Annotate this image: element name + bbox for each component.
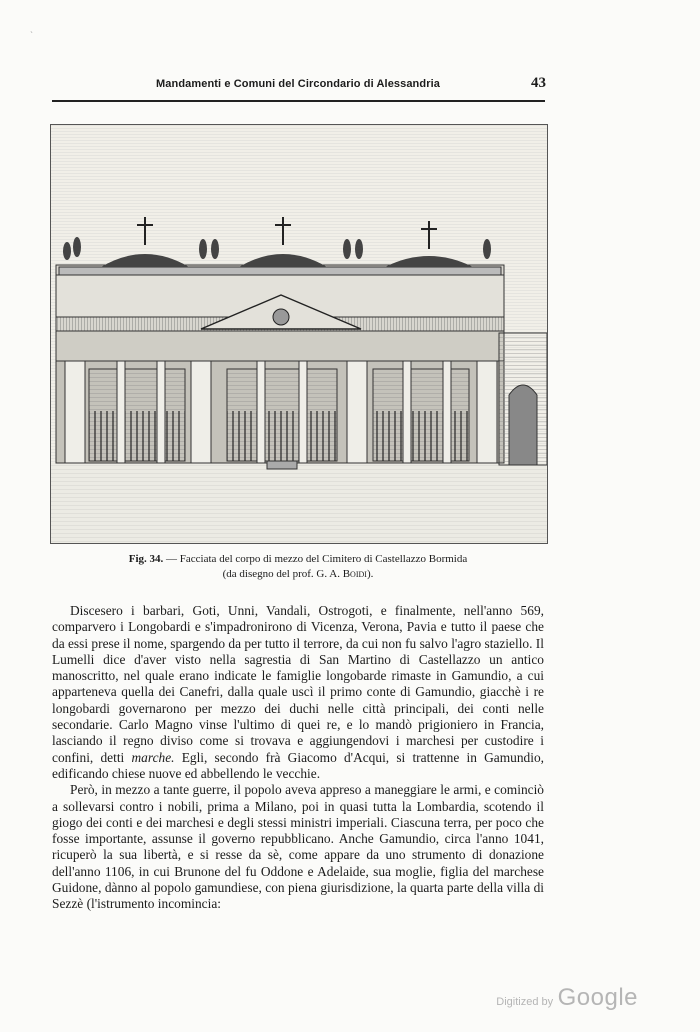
google-logo: Google: [557, 984, 638, 1011]
emphasis-marche: marche.: [131, 749, 175, 765]
running-title: Mandamenti e Comuni del Circondario di Alessandria: [156, 78, 440, 90]
figure-credit-name: Boidi: [342, 568, 367, 580]
figure-credit-suffix: ).: [366, 568, 374, 580]
page-number: 43: [531, 75, 546, 91]
paragraph-1-end: Egli, secondo frà Giacomo d'Acqui, si trattenne in Gamundio, edificando chiese nuove ed abbellendo le vecchie.: [52, 749, 544, 781]
figure-number: Fig. 34.: [128, 553, 164, 565]
google-watermark: [496, 984, 638, 1012]
digitized-label: Digitized by: [496, 996, 554, 1008]
paragraph-2: Però, in mezzo a tante guerre, il popolo aveva appreso a maneggiare le armi, e cominciò a sollevarsi contro i nobili, prima a Milano, poi in quasi tutta la Lombardia, scotendo il giogo dei conti e dei marchesi e degli stessi ministri imperiali. Ciascuna terra, per poco che fosse importante, assunse il governo repubblicano. Anche Gamundio, circa l'anno 1041, ricuperò la sua libertà, e si resse da sè, come appare da uno strumento di donazione dell'anno 1106, in cui Brunone del fu Oddone e Adelaide, sua moglie, figlia del marchese Guidone, dànno al popolo gamundiese, con piena giurisdizione, la quarta parte della villa di Sezzè (l'istrumento incomincia:: [52, 782, 544, 912]
header-rule: [52, 100, 545, 102]
engraving-illustration: [50, 124, 548, 544]
paragraph-1: [52, 603, 544, 782]
figure-caption: [52, 552, 544, 582]
figure-credit-prefix: (da disegno del prof. G. A.: [222, 568, 340, 580]
figure-title: — Facciata del corpo di mezzo del Cimitero di Castellazzo Bormida: [166, 553, 468, 565]
body-text: [52, 603, 544, 913]
corner-mark: ˋ: [30, 30, 33, 40]
paragraph-1-text: Discesero i barbari, Goti, Unni, Vandali, Ostrogoti, e finalmente, nell'anno 569, comparvero i Longobardi e s'impadronirono di Vicenza, Verona, Pavia e tutto il paese che da essi prese il nome, spargendo da per tutto il terrore, da cui non fu salvo l'agro staziello. Il Lumelli dice d'aver visto nella sagrestia di San Martino di Castellazzo un antico manoscritto, nel quale erano indicate le famiglie longobarde rimaste in Gamundio, a cui apparteneva quella dei Canefri, dalla quale uscì il primo conte di Gamundio, giacchè i re longobardi governarono per mezzo dei duchi nelle città principali, dei conti nelle secondarie. Carlo Magno vinse l'ultimo di quei re, e lo mandò prigioniero in Francia, lasciando il regno diviso come si trovava e aggiungendovi i marchesi per custodire i confini, detti: [52, 603, 544, 765]
